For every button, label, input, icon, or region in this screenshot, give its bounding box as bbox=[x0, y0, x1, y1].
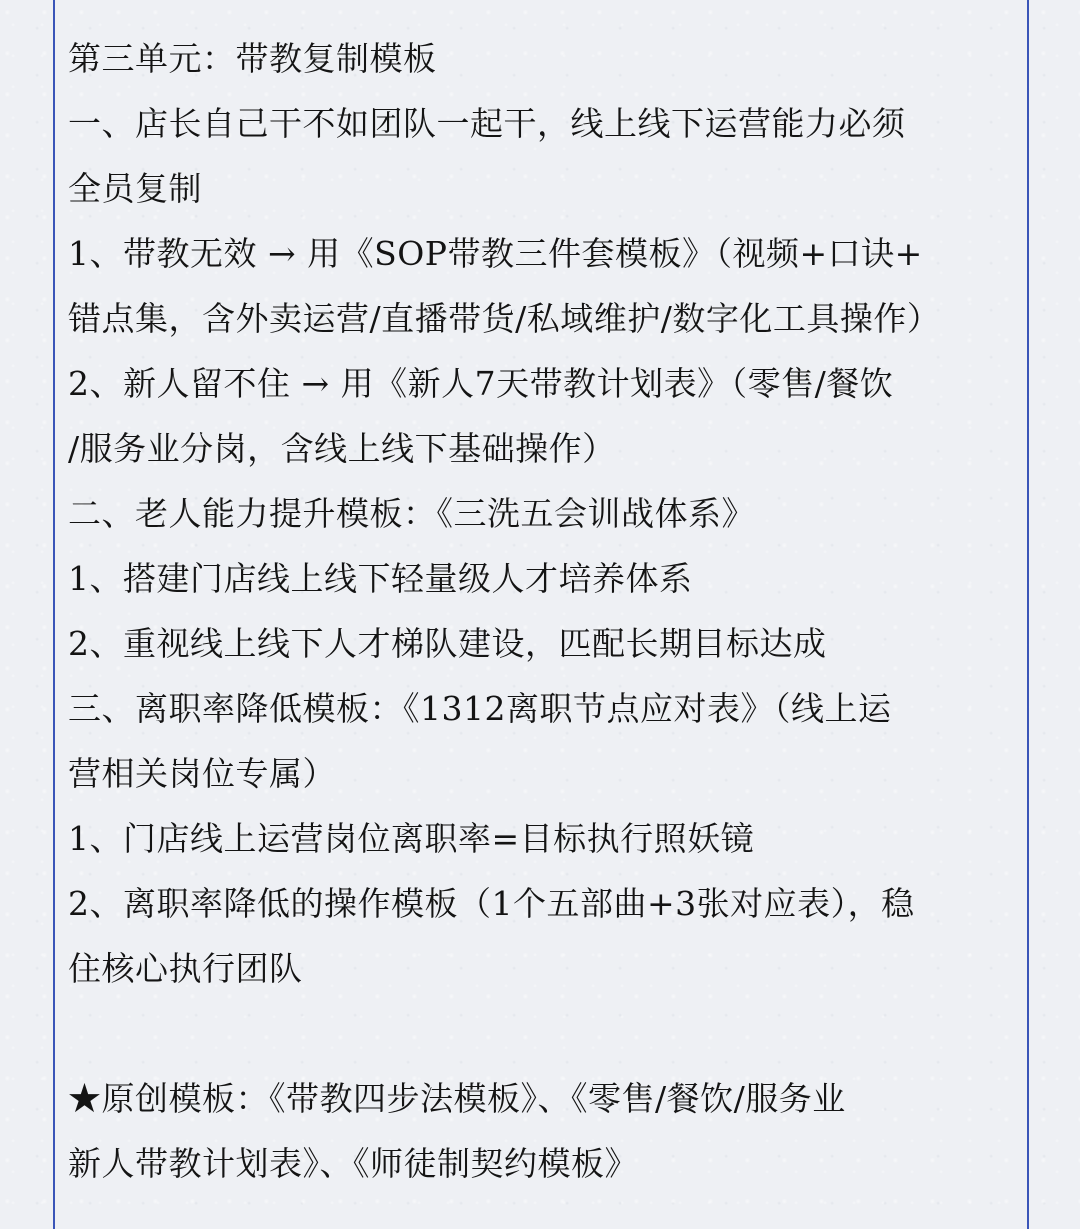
original-templates-line-1: ★原创模板：《带教四步法模板》、《零售/餐饮/服务业 bbox=[68, 1079, 846, 1118]
heading-three-line-2: 营相关岗位专属） bbox=[68, 754, 336, 793]
heading-one-line-2: 全员复制 bbox=[68, 169, 202, 208]
item-1-line-2: 错点集，含外卖运营/直播带货/私域维护/数字化工具操作） bbox=[68, 299, 941, 338]
heading-one-line-1: 一、店长自己干不如团队一起干，线上线下运营能力必须 bbox=[68, 104, 906, 143]
heading-three-item-2-line-1: 2、离职率降低的操作模板（1个五部曲+3张对应表），稳 bbox=[68, 884, 915, 923]
heading-three-line-1: 三、离职率降低模板：《1312离职节点应对表》（线上运 bbox=[68, 689, 892, 728]
original-templates-line-2: 新人带教计划表》、《师徒制契约模板》 bbox=[68, 1144, 638, 1183]
heading-two-item-1: 1、搭建门店线上线下轻量级人才培养体系 bbox=[68, 559, 693, 598]
heading-three-item-2-line-2: 住核心执行团队 bbox=[68, 949, 303, 988]
item-1-line-1: 1、带教无效 → 用《SOP带教三件套模板》（视频+口诀+ bbox=[68, 234, 923, 273]
section-title: 第三单元：带教复制模板 bbox=[68, 39, 437, 78]
heading-two-item-2: 2、重视线上线下人才梯队建设，匹配长期目标达成 bbox=[68, 624, 827, 663]
heading-two: 二、老人能力提升模板：《三洗五会训战体系》 bbox=[68, 494, 755, 533]
item-2-line-1: 2、新人留不住 → 用《新人7天带教计划表》（零售/餐饮 bbox=[68, 364, 894, 403]
blank-line bbox=[68, 1001, 1018, 1066]
heading-three-item-1: 1、门店线上运营岗位离职率=目标执行照妖镜 bbox=[68, 819, 755, 858]
item-2-line-2: /服务业分岗，含线上线下基础操作） bbox=[68, 429, 616, 468]
document-body bbox=[68, 26, 1018, 1196]
